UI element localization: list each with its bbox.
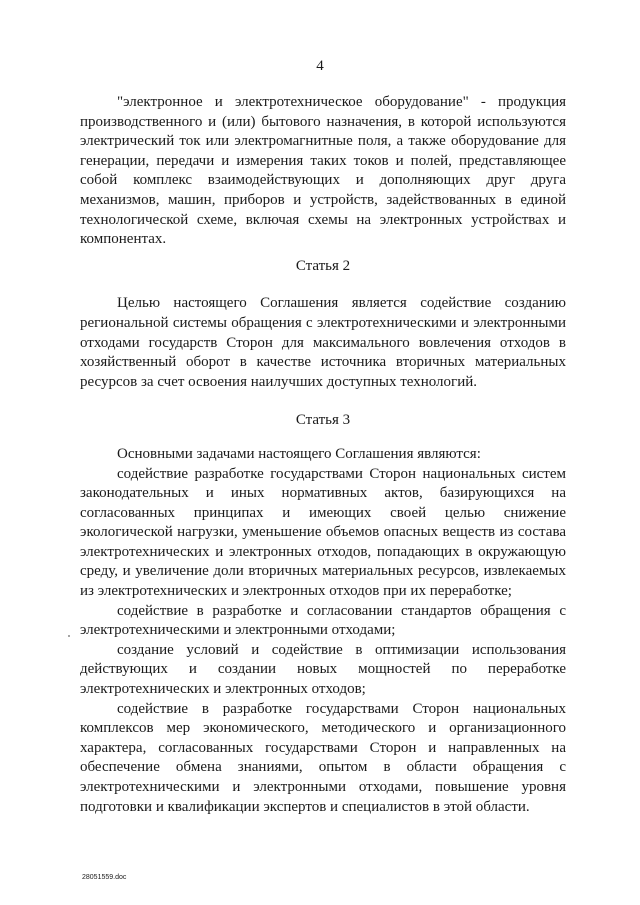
article-3-task-2: содействие в разработке и согласовании стандартов обращения с электротехническими и электронными отходами; [80,602,566,639]
definition-paragraph: "электронное и электротехническое оборудование" - продукция производственного и (или) бытового назначения, в которой используются электрический ток или электромагнитные поля, а также оборудование для генерации, передачи и измерения таких токов и полей, представляющее собой комплекс взаимодействующих и дополняющих друг друга механизмов, машин, приборов и устройств, задействованных в единой технологической схеме, включая схемы на электронных устройствах и компонентах. [80,94,566,248]
article-3-intro: Основными задачами настоящего Соглашения являются: [117,445,481,462]
document-body [80,93,566,817]
article-3-task-4: содействие в разработке государствами Сторон национальных комплексов мер экономического, методического и организационного характера, согласованных государствами Сторон и направленных на обеспечение обмена знаниями, опытом в области обращения с электротехническими и электронными отходами, повышение уровня подготовки и квалификации экспертов и специалистов в этой области. [80,700,566,815]
article-3-heading: Статья 3 [295,412,351,429]
article-3-task-1: содействие разработке государствами Сторон национальных систем законодательных и иных нормативных актов, базирующихся на согласованных принципах и имеющих своей целью снижение экологической нагрузки, уменьшение объемов опасных веществ из состава электротехнических и электронных отходов, попадающих в окружающую среду, и увеличение доли вторичных материальных ресурсов, извлекаемых из электротехнических и электронных отходов при их переработке; [80,465,566,600]
scan-speck [68,635,70,637]
page-number: 4 [316,58,324,74]
file-name-footer: 28051559.doc [82,874,127,881]
article-3-task-3: создание условий и содействие в оптимизации использования действующих и создании новых мощностей по переработке электротехнических и электронных отходов; [80,641,566,698]
article-2-paragraph: Целью настоящего Соглашения является содействие созданию региональной системы обращения с электротехническими и электронными отходами государств Сторон для максимального вовлечения отходов в хозяйственный оборот в качестве источника вторичных материальных ресурсов за счет освоения наилучших доступных технологий. [80,295,566,390]
article-2-heading: Статья 2 [295,257,351,274]
